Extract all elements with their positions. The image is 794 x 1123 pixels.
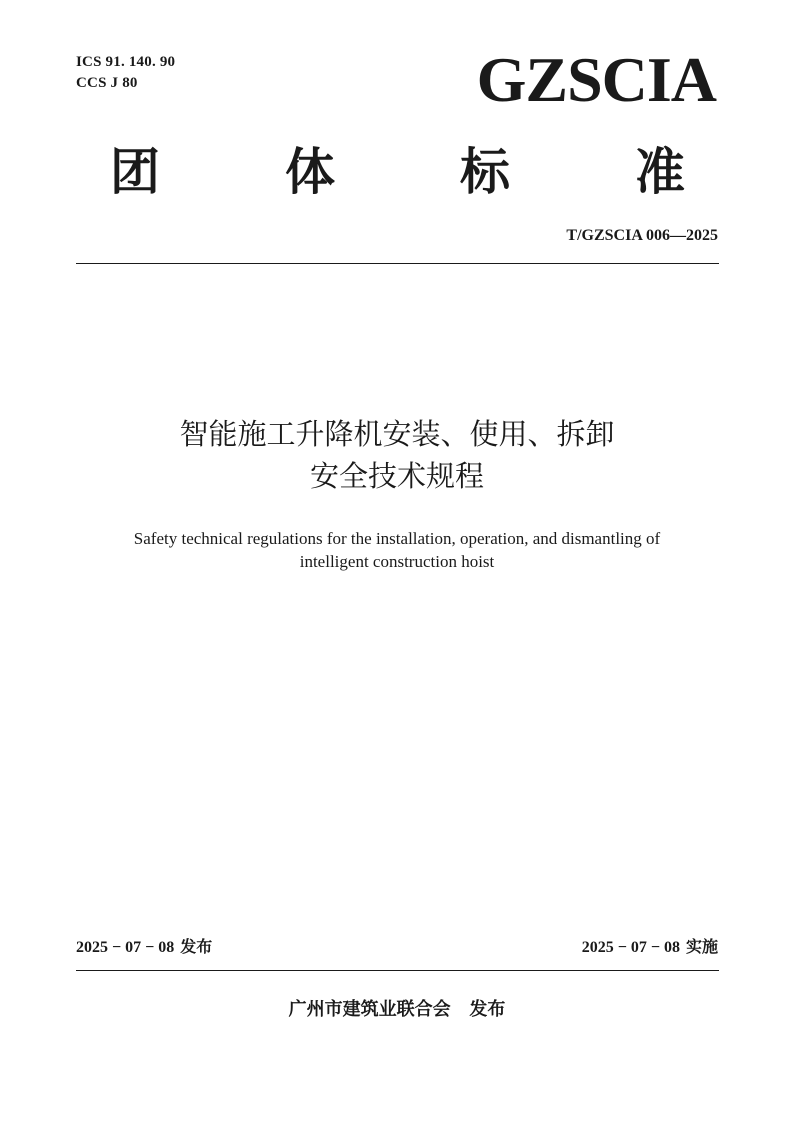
chinese-title-line-1: 智能施工升降机安装、使用、拆卸 [179,417,615,451]
standard-type-char-4: 准 [635,143,685,201]
top-divider [76,263,719,264]
english-title-line-1: Safety technical regulations for the installation, operation, and dismantling of [133,529,661,548]
ics-code: ICS 91. 140. 90 [76,54,176,70]
implement-date: 2025 − 07 − 08 [581,939,680,956]
english-title-line-2: intelligent construction hoist [299,552,495,571]
org-logo-text: GZSCIA [476,44,716,115]
bottom-divider [76,970,719,971]
publish-date-line [76,936,212,959]
publish-label: 发布 [180,937,213,956]
standard-type-heading [110,140,685,204]
standard-type-char-1: 团 [110,143,160,201]
standard-type-char-3: 标 [460,143,510,201]
standard-number: T/GZSCIA 006—2025 [566,227,718,244]
ccs-code: CCS J 80 [76,75,138,91]
standard-type-char-2: 体 [285,143,335,201]
implement-label: 实施 [685,937,718,956]
publisher-line: 广州市建筑业联合会 发布 [288,999,506,1020]
implement-date-line [582,936,718,959]
publish-date: 2025 − 07 − 08 [76,939,175,956]
chinese-title-line-2: 安全技术规程 [309,459,484,493]
